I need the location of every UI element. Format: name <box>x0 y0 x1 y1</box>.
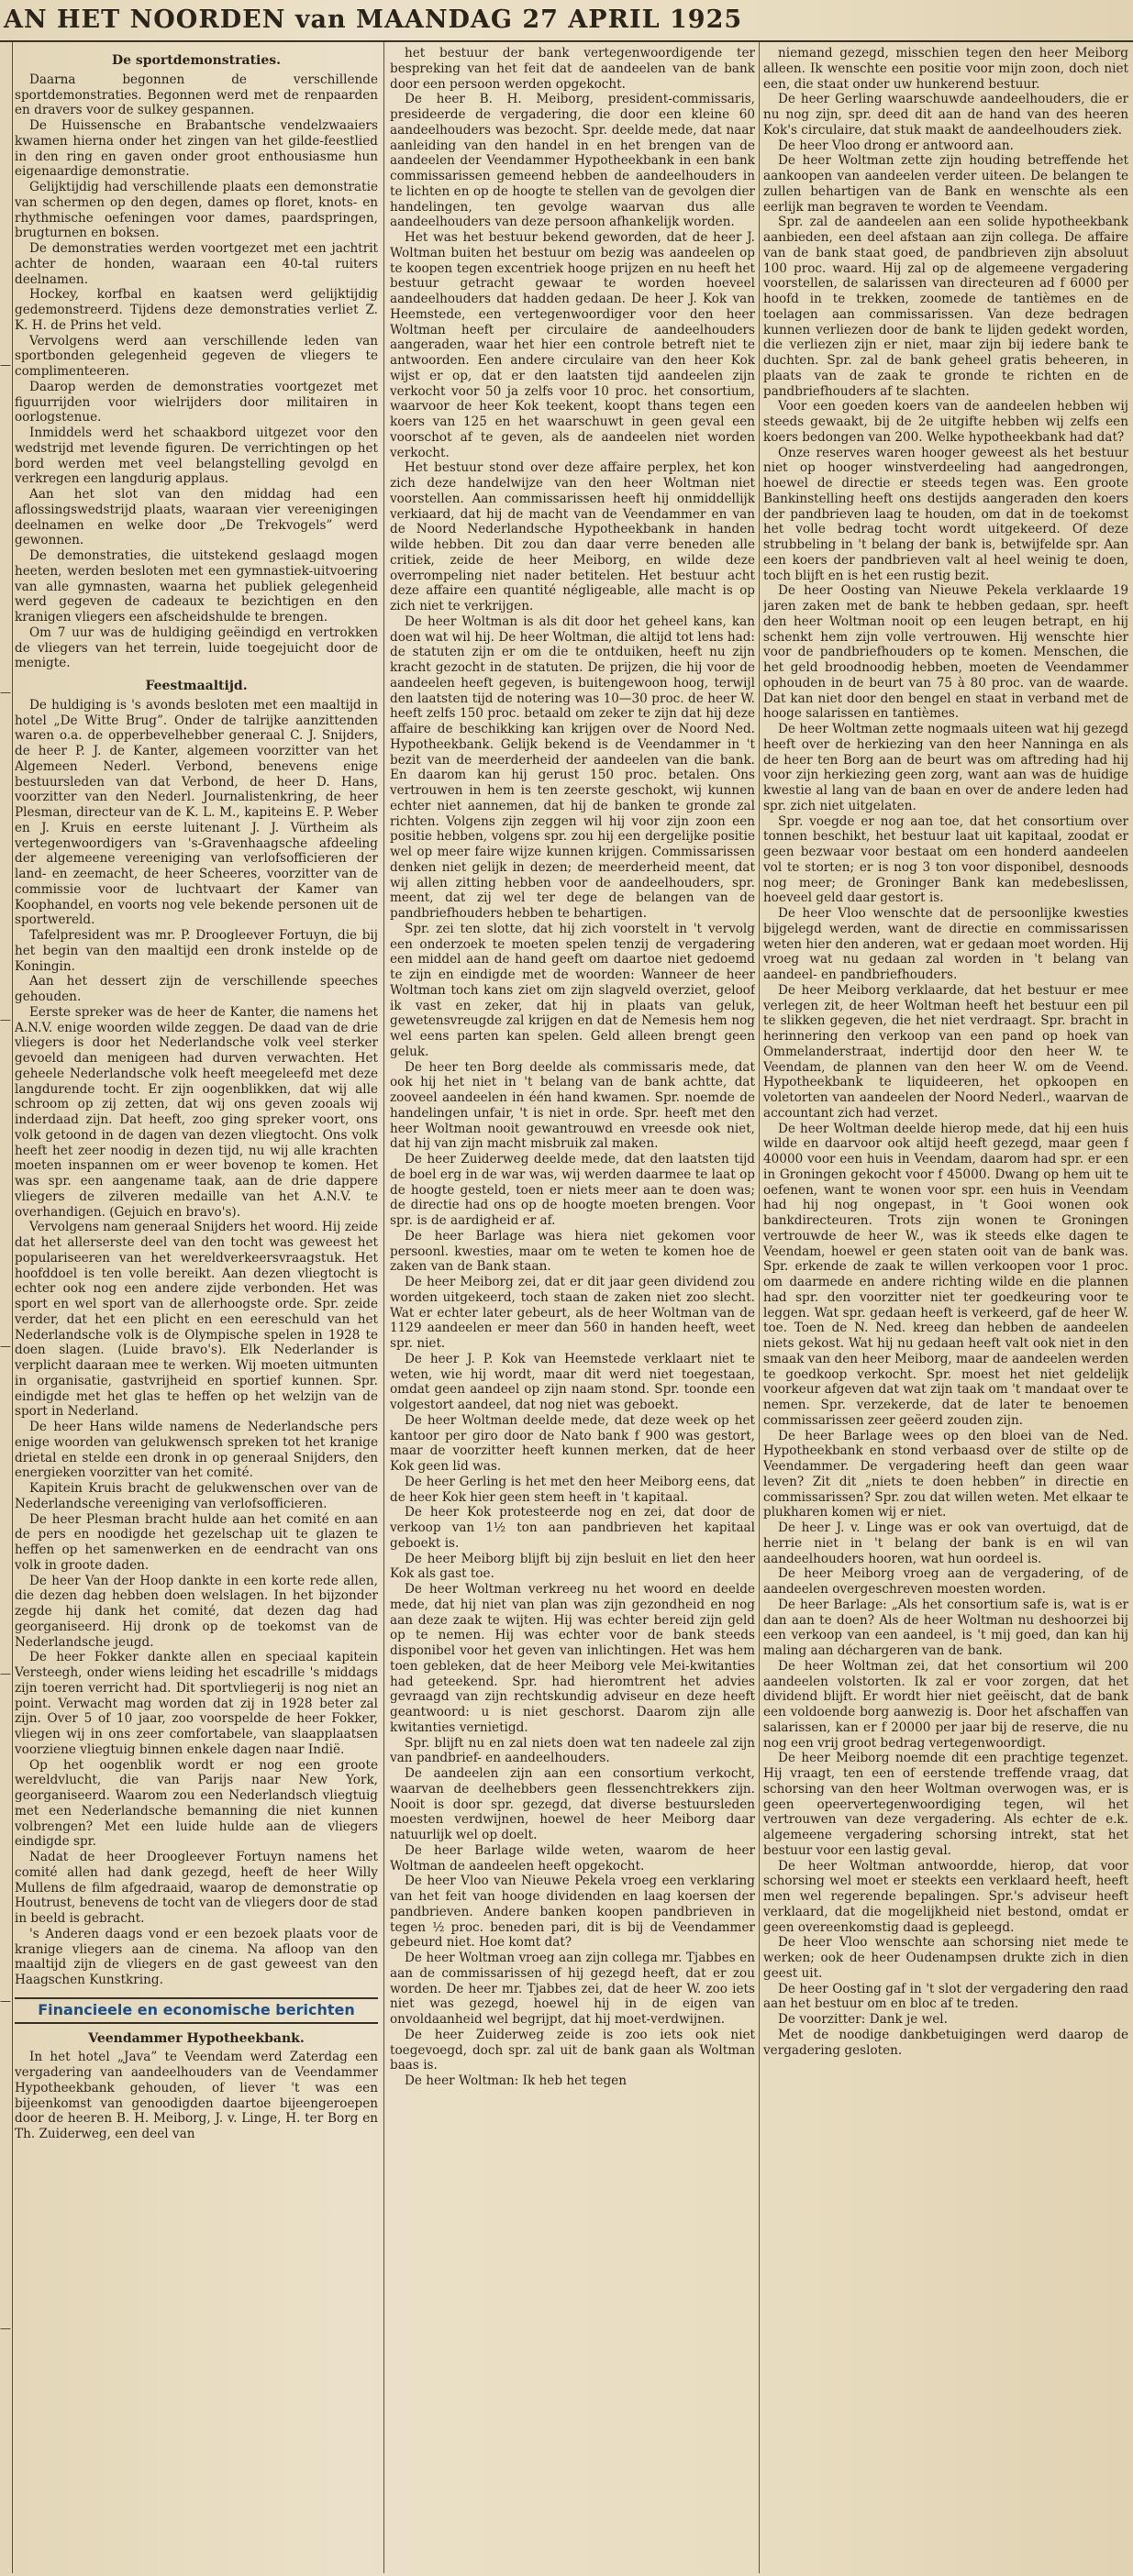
cropped-text-fragment: — <box>0 1340 11 1354</box>
article-paragraph: De heer Woltman is als dit door het geheel kans, kan doen wat wil hij. De heer Woltman, die altijd tot lens had: de statuten zijn er om die te ontduiken, heeft nu zijn kracht gezocht in de statuten. De prijzen, die hij voor de aandeelen heeft gegeven, is buitengewoon hoog, terwijl den laatsten tijd de notering was 10—30 proc. de heer W. heeft zelfs 150 proc. betaald om zeker te zijn dat hij deze affaire de beschikking kan krijgen over de Noord Ned. Hypotheekbank. Gelijk bekend is de Veendammer in 't bezit van de meerderheid der aandeelen van die bank. En daarom kan hij gerust 150 proc. betalen. Ons vertrouwen in hem is ten zeerste geschokt, wij kunnen echter niet aannemen, dat hij de banken te gronde zal richten. Volgens zijn zeggen wil hij voor zijn zoon een positie hebben, volgens spr. zou hij een dergelijke positie wel op meer faire wijze kunnen krijgen. Commissarissen denken niet gelijk in dezen; de meerderheid meent, dat wij allen zitting hebben voor de aandeelhouders, spr. meent, dat zij wel ter dege de belangen van de pandbriefhouders hebben te behartigen. <box>390 614 755 921</box>
article-paragraph: De heer Meiborg blijft bij zijn besluit en liet den heer Kok als gast toe. <box>390 1551 755 1582</box>
article-paragraph: De heer Barlage: „Als het consortium safe is, wat is er dan aan te doen? Als de heer Woltman nu deshoorzei bij een verkoop van een aandeel, is 't mij goed, dan kan hij maling aan déchargeren van de bank. <box>763 1597 1128 1658</box>
article-paragraph: Nadat de heer Droogleever Fortuyn namens het comité allen had dank gezegd, heeft de heer Willy Mullens de film afgedraaid, waarop de demonstratie op Houtrust, benevens de tocht van de vliegers door de stad in beeld is gebracht. <box>15 1850 378 1926</box>
article-paragraph: De heer Vloo wenschte dat de persoonlijke kwesties bijgelegd werden, want de directie en commissarissen weten hier den anderen, wat er gedaan moet worden. Hij vroeg wat nu gedaan zal worden in 't belang van aandeel- en pandbriefhouders. <box>763 906 1128 982</box>
article-paragraph: De heer J. v. Linge was er ook van overtuigd, dat de herrie niet in 't belang der bank is en wil van aandeelhouders hooren, wat hun oordeel is. <box>763 1520 1128 1566</box>
article-paragraph: De heer Oosting gaf in 't slot der vergadering den raad aan het bestuur om en bloc af te treden. <box>763 1981 1128 2012</box>
article-paragraph: De heer Gerling is het met den heer Meiborg eens, dat de heer Kok hier geen stem heeft in 't kapitaal. <box>390 1474 755 1505</box>
feestmaaltijd-body <box>15 698 378 1988</box>
article-paragraph: Daarop werden de demonstraties voortgezet met figuurrijden voor wielrijders door militairen in oorlogstenue. <box>15 379 378 426</box>
article-paragraph: De heer Barlage wees op den bloei van de Ned. Hypotheekbank en stond verbaasd over de stilte op de Veendammer. De vergadering heeft dan geen waar leven? Zit dit „niets te doen hebben” in directie en commissarissen? Spr. zou dat willen weten. Met elkaar te plukharen komen wij er niet. <box>763 1428 1128 1520</box>
article-paragraph: De huldiging is 's avonds besloten met een maaltijd in hotel „De Witte Brug”. Onder de talrijke aanzittenden waren o.a. de opperbevelhebber generaal C. J. Snijders, de heer P. J. de Kanter, algemeen voorzitter van het Algemeen Nederl. Verbond, benevens enige bestuursleden van dat Verbond, de heer D. Hans, voorzitter van den Nederl. Journalistenkring, de heer Plesman, directeur van de K. L. M., kapiteins E. P. Weber en J. Kruis en eerste luitenant J. J. Vürtheim als vertegenwoordigers van 's-Gravenhaagsche afdeeling der algemeene vereeniging van verlofsofficieren der land- en zeemacht, de heer Scheeres, voorzitter van de commissie voor de luchtvaart der Kamer van Koophandel, en voorts nog vele bekende personen uit de sportwereld. <box>15 697 378 928</box>
article-paragraph: De heer Woltman deelde mede, dat deze week op het kantoor per giro door de Nato bank f 900 was gestort, maar de voorzitter heeft kunnen merken, dat de heer Kok geen lid was. <box>390 1412 755 1474</box>
article-paragraph: het bestuur der bank vertegenwoordigende ter bespreking van het feit dat de aandeelen van de bank door een persoon werden opgekocht. <box>390 46 755 92</box>
section-title-hypotheekbank: Veendammer Hypotheekbank. <box>88 2030 305 2046</box>
article-paragraph: De heer Fokker dankte allen en speciaal kapitein Versteegh, onder wiens leiding het escadrille 's middags zijn toeren verricht had. Dit sportvliegerij is nog niet an point. Verwacht mag worden dat zij in 1928 beter zal zijn. Over 5 of 10 jaar, zoo voorspelde de heer Fokker, vliegen wij in ons zeer comfortabele, van slaapplaatsen voorziene vliegtuig binnen enkele dagen naar Indië. <box>15 1650 378 1757</box>
section-title-sportdemonstraties: De sportdemonstraties. <box>111 53 282 68</box>
article-paragraph: De heer Gerling waarschuwde aandeelhouders, die er nu nog zijn, spr. deed dit aan de hand van des heeren Kok's circulaire, dat stuk maakt de aandeelhouders ziek. <box>763 92 1128 138</box>
article-paragraph: De heer Barlage wilde weten, waarom de heer Woltman de aandeelen heeft opgekocht. <box>390 1842 755 1874</box>
article-paragraph: In het hotel „Java” te Veendam werd Zaterdag een vergadering van aandeelhouders van de Veendammer Hypotheekbank gehouden, of liever 't was een bijeenkomst van genoodigden daartoe bijeengeroepen door de heeren B. H. Meiborg, J. v. Linge, H. ter Borg en Th. Zuiderweg, een deel van <box>15 2050 378 2141</box>
article-paragraph: De demonstraties werden voortgezet met een jachtrit achter de honden, waaraan een 40-tal ruiters deelnamen. <box>15 241 378 287</box>
article-paragraph: De heer Kok protesteerde nog en zei, dat door de verkoop van 1½ ton aan pandbrieven het kapitaal geboekt is. <box>390 1505 755 1551</box>
article-paragraph: Vervolgens nam generaal Snijders het woord. Hij zeide dat het allerserste deel van den tocht was geweest het populariseeren van het wereldverkeersvraagstuk. Het hoofddoel is ten volle bereikt. Aan dezen vliegtocht is echter ook nog een andere zijde verbonden. Het was sport en wel sport van de allerhoogste orde. Spr. zeide verder, dat het een plicht en een eereschuld van het Nederlandsche volk is de Olympische spelen in 1928 te doen slagen. (Luide bravo's). Elk Nederlander is verplicht daaraan mee te werken. Wij moeten uitmunten in organisatie, gastvrijheid en sportief kunnen. Spr. eindigde met het glas te heffen op het welzijn van de sport in Nederland. <box>15 1220 378 1420</box>
column-3 <box>763 46 1128 2572</box>
article-paragraph: Spr. zei ten slotte, dat hij zich voorstelt in 't vervolg een onderzoek te moeten spelen tenzij de vergadering een middel aan de hand geeft om daartoe niet gedoemd te zijn en eindigde met de woorden: Wanneer de heer Woltman toch kans ziet om zijn slagveld overziet, geloof ik vast en zeker, dat hij in plaats van geluk, gewetensvreugde zal krijgen en dat de Nemesis hem nog wel eens parten kan spelen. Geld alleen brengt geen geluk. <box>390 921 755 1059</box>
hypotheekbank-continued-body <box>390 46 755 2089</box>
article-paragraph: De heer Woltman verkreeg nu het woord en deelde mede, dat hij niet van plan was zijn gezondheid en nog aan deze zaak te wijten. Hij was echter bereid zijn geld op te nemen. Hij was echter voor de bank steeds disponibel voor het geven van inlichtingen. Het was hem toen gebleken, dat de heer Meiborg vele Mei-kwitanties had geteekend. Spr. had hieromtrent het advies gevraagd van zijn rechtskundig adviseur en deze heeft geantwoord: u is niet geschorst. Daarom zijn alle kwitanties vernietigd. <box>390 1582 755 1735</box>
cropped-text-fragment: — <box>0 685 11 699</box>
article-paragraph: Het bestuur stond over deze affaire perplex, het kon zich deze handelwijze van den heer Woltman niet voorstellen. Aan commissarissen heeft hij onmiddellijk verkiaard, dat hij de macht van de Veendammer en van de Noord Nederlandsche Hypotheekbank in handen wilde hebben. Dit zou dan daar verre beneden alle critiek, zeide de heer Meiborg, en wilde deze overrompeling niet nader betitelen. Het bestuur acht deze affaire een quantité négligeable, alle macht is op zich niet te verkrijgen. <box>390 460 755 614</box>
article-paragraph: De heer Oosting van Nieuwe Pekela verklaarde 19 jaren zaken met de bank te hebben gedaan, spr. heeft den heer Woltman nooit op een leugen betrapt, en hij schenkt hem zijn volle vertrouwen. Hij wenschte hier voor de pandbriefhouders op te komen. Menschen, die het geld broodnoodig hebben, moeten de Veendammer ophouden in de beurt van 75 à 80 proc. van de waarde. Dat kan niet door den bengel en staat in verband met de hooge salarissen en tantièmes. <box>763 583 1128 722</box>
hypotheekbank-body <box>15 2050 378 2142</box>
column-rule <box>12 42 13 2573</box>
article-paragraph: Daarna begonnen de verschillende sportdemonstraties. Begonnen werd met de renpaarden en dravers voor de sulkey gespannen. <box>15 72 378 118</box>
article-paragraph: Kapitein Kruis bracht de gelukwenschen over van de Nederlandsche vereeniging van verlofsofficieren. <box>15 1481 378 1511</box>
section-title-feestmaaltijd: Feestmaaltijd. <box>145 679 248 693</box>
article-paragraph: De heer Vloo van Nieuwe Pekela vroeg een verklaring van het feit van hooge dividenden en laag koersen der pandbrieven. Andere banken koopen pandbrieven in tegen ½ proc. beneden pari, dit is bij de Veendammer gebeurd niet. Hoe komt dat? <box>390 1874 755 1951</box>
article-paragraph: De heer Van der Hoop dankte in een korte rede allen, die dezen dag hebben doen welslagen. In het bijzonder zegde hij dank het comité, dat dezen dag had georganiseerd. Hij dronk op de toekomst van de Nederlandsche jeugd. <box>15 1573 378 1650</box>
article-paragraph: De heer J. P. Kok van Heemstede verklaart niet te weten, wie hij wordt, maar dit werd niet toegestaan, omdat geen aandeel op zijn naam stond. Spr. toonde een volgestort aandeel, dat nog niet was geboekt. <box>390 1351 755 1412</box>
column-rule <box>759 42 760 2573</box>
article-paragraph: De heer Hans wilde namens de Nederlandsche pers enige woorden van gelukwensch spreken tot het kranige drietal en stelde een dronk in op generaal Snijders, den energieken voorzitter van het comité. <box>15 1420 378 1481</box>
article-paragraph: De voorzitter: Dank je wel. <box>778 2012 948 2027</box>
article-paragraph: De heer Woltman vroeg aan zijn collega mr. Tjabbes en aan de commissarissen of hij gezegd heeft, dat er zou worden. De heer mr. Tjabbes zei, dat de heer W. zoo iets niet was gezegd, hoewel hij in de eigen van onvoldaanheid wel begrijpt, dat hij moet-verdwijnen. <box>390 1951 755 2027</box>
article-paragraph: De heer Woltman zette nogmaals uiteen wat hij gezegd heeft over de herkiezing van den heer Nanninga en als de heer ten Borg aan de beurt was om aftreding had hij voor zijn herkiezing geen zorg, want aan was de huidige kwestie al lang van de baan en over de andere leden had spr. zich niet uitgelaten. <box>763 722 1128 813</box>
hypotheekbank-final-body <box>763 46 1128 2058</box>
masthead: AN HET NOORDEN van MAANDAG 27 APRIL 1925 <box>0 0 1133 42</box>
article-paragraph: De heer Meiborg noemde dit een prachtige tegenzet. Hij vraagt, ten een of eerstende treffende vraag, dat schorsing van den heer Woltman overwogen was, er is geen opeervertegenwoordiging tegen, wil het vertrouwen van deze vergadering. Als echter de e.k. algemeene vergadering schorsing intrekt, stat het bestuur voor een lastig geval. <box>763 1751 1128 1858</box>
cropped-text-fragment: — <box>0 2321 11 2335</box>
article-paragraph: 's Anderen daags vond er een bezoek plaats voor de kranige vliegers aan de cinema. Na afloop van den maaltijd zijn de vliegers en de gast geweest van den Haagschen Kunstkring. <box>15 1926 378 1987</box>
column-2 <box>390 46 755 2572</box>
article-paragraph: Vervolgens werd aan verschillende leden van sportbonden gelegenheid gegeven de vliegers te complimenteeren. <box>15 333 378 379</box>
article-paragraph: Spr. zal de aandeelen aan een solide hypotheekbank aanbieden, een deel afstaan aan zijn collega. De affaire van de bank staat goed, de pandbrieven zijn absoluut 100 proc. waard. Hij zal op de algemeene vergadering voorstellen, de salarissen van directeuren ad f 6000 per hoofd in te trekken, zoomede de tantièmes en de toelagen aan commissarissen. Van deze bedragen kunnen verliezen door de bank te lijden gedekt worden, die verliezen zijn er niet, maar zijn bij iedere bank te duchten. Spr. zal de bank geheel gratis beheeren, in plaats van de zaak te gronde te richten en de pandbriefhouders af te slachten. <box>763 215 1128 399</box>
cropped-text-fragment: — <box>0 359 11 371</box>
article-paragraph: De heer Woltman zei, dat het consortium wil 200 aandeelen volstorten. Ik zal er voor zorgen, dat het dividend blijft. Er wordt hier niet geëischt, dat de bank een voldoende borg aanwezig is. Door het afschaffen van salarissen, kan er f 20000 per jaar bij de reserve, die nu nog een vrij groot bedrag vertegenwoordigt. <box>763 1658 1128 1751</box>
article-paragraph: Om 7 uur was de huldiging geëindigd en vertrokken de vliegers van het terrein, luide toegejuicht door de menigte. <box>15 625 378 671</box>
article-paragraph: De heer Meiborg verklaarde, dat het bestuur er mee verlegen zit, de heer Woltman heeft het bestuur een pil te slikken gegeven, die het niet verdraagt. Spr. bracht in herinnering den verkoop van een pand op hoek van Ommelanderstraat, indertijd door den heer W. te Veendam, de plannen van den heer W. om de Veend. Hypotheekbank te liquideeren, het opkoopen en voletorten van aandeelen der Noord Nederl., waarvan de accountant zich had verzet. <box>763 982 1128 1121</box>
cropped-text-fragment: — <box>0 1994 11 2007</box>
article-paragraph: De heer B. H. Meiborg, president-commissaris, presideerde de vergadering, die door een kleine 60 aandeelhouders was bezocht. Spr. deelde mede, dat naar aanleiding van den handel in en het brengen van de aandeelen der Veendammer Hypotheekbank in een bank commissarissen gemeend hebben de aandeelhouders in te lichten en op de hoogte te stellen van de gevolgen dier handelingen, ten gevolge waarvan dus alle aandeelhouders van deze persoon afhankelijk worden. <box>390 92 755 230</box>
article-paragraph: Spr. blijft nu en zal niets doen wat ten nadeele zal zijn van pandbrief- en aandeelhouders. <box>390 1735 755 1766</box>
financial-section-banner: Financieele en economische berichten <box>15 1997 378 2024</box>
article-paragraph: Het was het bestuur bekend geworden, dat de heer J. Woltman buiten het bestuur om bezig was aandeelen op te koopen tegen excentriek hooge prijzen en nu heeft het bestuur getracht gewaar te worden hoeveel aandeelhouders dat hadden gedaan. De heer J. Kok van Heemstede, een vertegenwoordiger voor den heer Woltman heeft per circulaire de aandeelhouders aangeraden, waar het hier een controle betreft niet te antwoorden. Een andere circulaire van den heer Kok wijst er op, dat er den laatsten tijd aandeelen zijn verkocht voor 50 ja zelfs voor 10 proc. het consortium, waarvoor de heer Kok teekent, koopt thans tegen een koers van 125 en het waarschuwt in geen geval een voorschot af te geven, als de aandeelen niet worden verkocht. <box>390 230 755 460</box>
article-paragraph: Tafelpresident was mr. P. Droogleever Fortuyn, die bij het begin van den maaltijd een dronk instelde op de Koningin. <box>15 928 378 974</box>
article-paragraph: Aan het dessert zijn de verschillende speeches gehouden. <box>15 974 378 1004</box>
column-rule <box>383 42 384 2573</box>
article-paragraph: De heer Barlage was hiera niet gekomen voor persoonl. kwesties, maar om te weten te komen hoe de zaken van de Bank staan. <box>390 1228 755 1275</box>
article-paragraph: Aan het slot van den middag had een aflossingswedstrijd plaats, waaraan vier vereenigingen deelnamen en welke door „De Trekvogels” werd gewonnen. <box>15 487 378 548</box>
article-paragraph: De heer Woltman deelde hierop mede, dat hij een huis wilde en daarvoor ook altijd heeft gezegd, maar geen f 40000 voor een huis in Veendam, daarom had spr. er een in Groningen gekocht voor f 45000. Dwang op hem uit te oefenen, want te wonen voor spr. een huis in Veendam had hij nog ongepast, in 't Gooi wonen ook bankdirecteuren. Trots zijn wonen te Groningen vertrouwde de heer W., was ik steeds elke dagen te Veendam, hoewel er geen staten ooit van de bank was. Spr. erkende de zaak te willen verkoopen voor 1 proc. om daarmede en andere richting wilde en die plannen had spr. den voorzitter niet ter goedkeuring voor te leggen. Wat spr. gedaan heeft is verkeerd, gaf de heer W. toe. Toen de N. Ned. kreeg dan hebben de aandeelen niets gekost. Wat hij nu gedaan heeft valt ook niet in den smaak van den heer Meiborg, maar de aandeelen werden te goedkoop verkocht. Spr. moest het niet geldelijk voorkeur afgeven dat wat zijn taak om 't mandaat over te nemen. Spr. verzekerde, dat de later te benoemen commissarissen zeer geëerd zouden zijn. <box>763 1121 1128 1428</box>
article-paragraph: Spr. voegde er nog aan toe, dat het consortium over tonnen beschikt, het bestuur laat uit kapitaal, zoodat er geen bezwaar voor bestaat om een honderd aandeelen vol te storten; er is nog 3 ton voor disponibel, desnoods nog meer; de Groninger Bank kan medebeslissen, hoeveel geld daar gestort is. <box>763 813 1128 906</box>
article-paragraph: De heer Vloo drong er antwoord aan. <box>778 138 1014 153</box>
article-paragraph: niemand gezegd, misschien tegen den heer Meiborg alleen. Ik wenschte een positie voor mijn zoon, doch niet een, die staat onder uw hunkerend bestuur. <box>763 46 1128 92</box>
article-paragraph: De heer Woltman antwoordde, hierop, dat voor schorsing wel moet er steekts een verklaard heeft, heeft men wel regerende bepalingen. Spr.'s adviseur heeft verklaard, dat die mogelijkheid niet bestond, omdat er geen overeenkomstig daad is gepleegd. <box>763 1858 1128 1935</box>
article-paragraph: De heer Vloo wenschte aan schorsing niet mede te werken; ook de heer Oudenampsen drukte zich in dien geest uit. <box>763 1935 1128 1981</box>
article-paragraph: De demonstraties, die uitstekend geslaagd mogen heeten, werden besloten met een gymnastiek-uitvoering van alle gymnasten, waarna het publiek gelegenheid werd gegeven de cadeaux te bezichtigen en den kranigen vliegers een afscheidshulde te brengen. <box>15 548 378 625</box>
article-paragraph: De heer ten Borg deelde als commissaris mede, dat ook hij het niet in 't belang van de bank achtte, dat zooveel aandeelen in één hand kwamen. Spr. noemde de handelingen unfair, 't is niet in orde. Spr. heeft met den heer Woltman nooit gewantrouwd en vreesde ook niet, dat hij van zijn macht misbruik zal maken. <box>390 1059 755 1152</box>
cropped-text-fragment: — <box>0 1667 11 1680</box>
article-paragraph: De heer Zuiderweg deelde mede, dat den laatsten tijd de boel erg in de war was, wij werden daarmee te laat op de hoogte gesteld, toen er niets meer aan te doen was; de directie had ons op de hoogte moeten brengen. Voor spr. is de aardigheid er af. <box>390 1152 755 1228</box>
article-paragraph: Met de noodige dankbetuigingen werd daarop de vergadering gesloten. <box>763 2027 1128 2058</box>
article-paragraph: Inmiddels werd het schaakbord uitgezet voor den wedstrijd met levende figuren. De verrichtingen op het bord werden met veel belangstelling gevolgd en verkregen een langdurig applaus. <box>15 426 378 487</box>
column-1 <box>15 46 378 2572</box>
article-paragraph: Onze reserves waren hooger geweest als het bestuur niet op hooger winstverdeeling had aangedrongen, hoewel de directie er steeds tegen was. Een groote Bankinstelling heeft ons destijds aangeraden den koers der pandbrieven laag te houden, om dat in de toekomst het volle bedrag tocht wordt uitgekeerd. Of deze strubbeling in 't belang der bank is, betwijfelde spr. Aan een koers der pandbrieven valt al heel weinig te doen, toch blijft en is het een rustig bezit. <box>763 445 1128 583</box>
article-paragraph: De heer Woltman zette zijn houding betreffende het aankoopen van aandeelen verder uiteen. De belangen te zullen behartigen van de Bank en wenschte als een eerlijk man begraven te worden te Veendam. <box>763 153 1128 215</box>
cropped-text-fragment: — <box>0 1012 11 1026</box>
article-paragraph: De heer Woltman: Ik heb het tegen <box>405 2073 627 2088</box>
article-paragraph: Gelijktijdig had verschillende plaats een demonstratie van schermen op den degen, dames op floret, knots- en rhythmische oefeningen voor dames, paardspringen, brugturnen en boksen. <box>15 180 378 241</box>
article-paragraph: De heer Meiborg zei, dat er dit jaar geen dividend zou worden uitgekeerd, toch staan de zaken niet zoo slecht. Wat er echter later gebeurt, als de heer Woltman van de 1129 aandeelen er meer dan 560 in handen heeft, weet spr. niet. <box>390 1275 755 1351</box>
article-paragraph: De heer Zuiderweg zeide is zoo iets ook niet toegevoegd, doch spr. zal uit de bank gaan als Woltman baas is. <box>390 2027 755 2073</box>
article-paragraph: De aandeelen zijn aan een consortium verkocht, waarvan de deelhebbers geen flessenchtrekkers zijn. Nooit is door spr. gezegd, dat diverse bestuursleden moesten verdwijnen, hoewel de heer Meiborg daar natuurlijk wel op doelt. <box>390 1766 755 1842</box>
column-fragment-left <box>0 46 11 2572</box>
article-paragraph: De heer Plesman bracht hulde aan het comité en aan de pers en noodigde het gezelschap uit te glazen te heffen op het samenwerken en de eendracht van ons volk in groote daden. <box>15 1511 378 1573</box>
article-paragraph: Eerste spreker was de heer de Kanter, die namens het A.N.V. enige woorden wilde zeggen. De daad van de drie vliegers is door het Nederlandsche volk veel sterker gevoeld dan menigeen had durven verwachten. Het geheele Nederlandsche volk heeft meegeleefd met deze langdurende tocht. Er zijn oogenblikken, dat wij alle schroom op zij zetten, dat wij ons geven zooals wij inderdaad zijn. Dat heeft, zoo ging spreker voort, ons volk getoond in de dagen van dezen vliegtocht. Ons volk heeft het zeer noodig in dezen tijd, nu wij alle krachten moeten inspannen om er weer bovenop te komen. Het was spr. een aangename taak, aan de drie dappere vliegers de zilveren medaille van het A.N.V. te overhandigen. (Gejuich en bravo's). <box>15 1004 378 1220</box>
article-paragraph: Voor een goeden koers van de aandeelen hebben wij steeds gewaakt, bij de 2e uitgifte hebben wij zelfs een koers bedongen van 200. Welke hypotheekbank had dat? <box>763 399 1128 445</box>
article-paragraph: De Huissensche en Brabantsche vendelzwaaiers kwamen hierna onder het zingen van het gilde-feestlied in den ring en gaven onder groot enthousiasme hun eigenaardige demonstratie. <box>15 118 378 180</box>
article-paragraph: De heer Meiborg vroeg aan de vergadering, of de aandeelen overgeschreven moesten worden. <box>763 1566 1128 1597</box>
article-paragraph: Hockey, korfbal en kaatsen werd gelijktijdig gedemonstreerd. Tijdens deze demonstraties verliet Z. K. H. de Prins het veld. <box>15 287 378 333</box>
sportdemonstraties-body <box>15 72 378 671</box>
article-paragraph: Op het oogenblik wordt er nog een groote wereldvlucht, die van Parijs naar New York, georganiseerd. Waarom zou een Nederlandsch vliegtuig met een Nederlandsche bemanning die niet kunnen volbrengen? Met een luide hulde aan de vliegers eindigde spr. <box>15 1757 378 1850</box>
